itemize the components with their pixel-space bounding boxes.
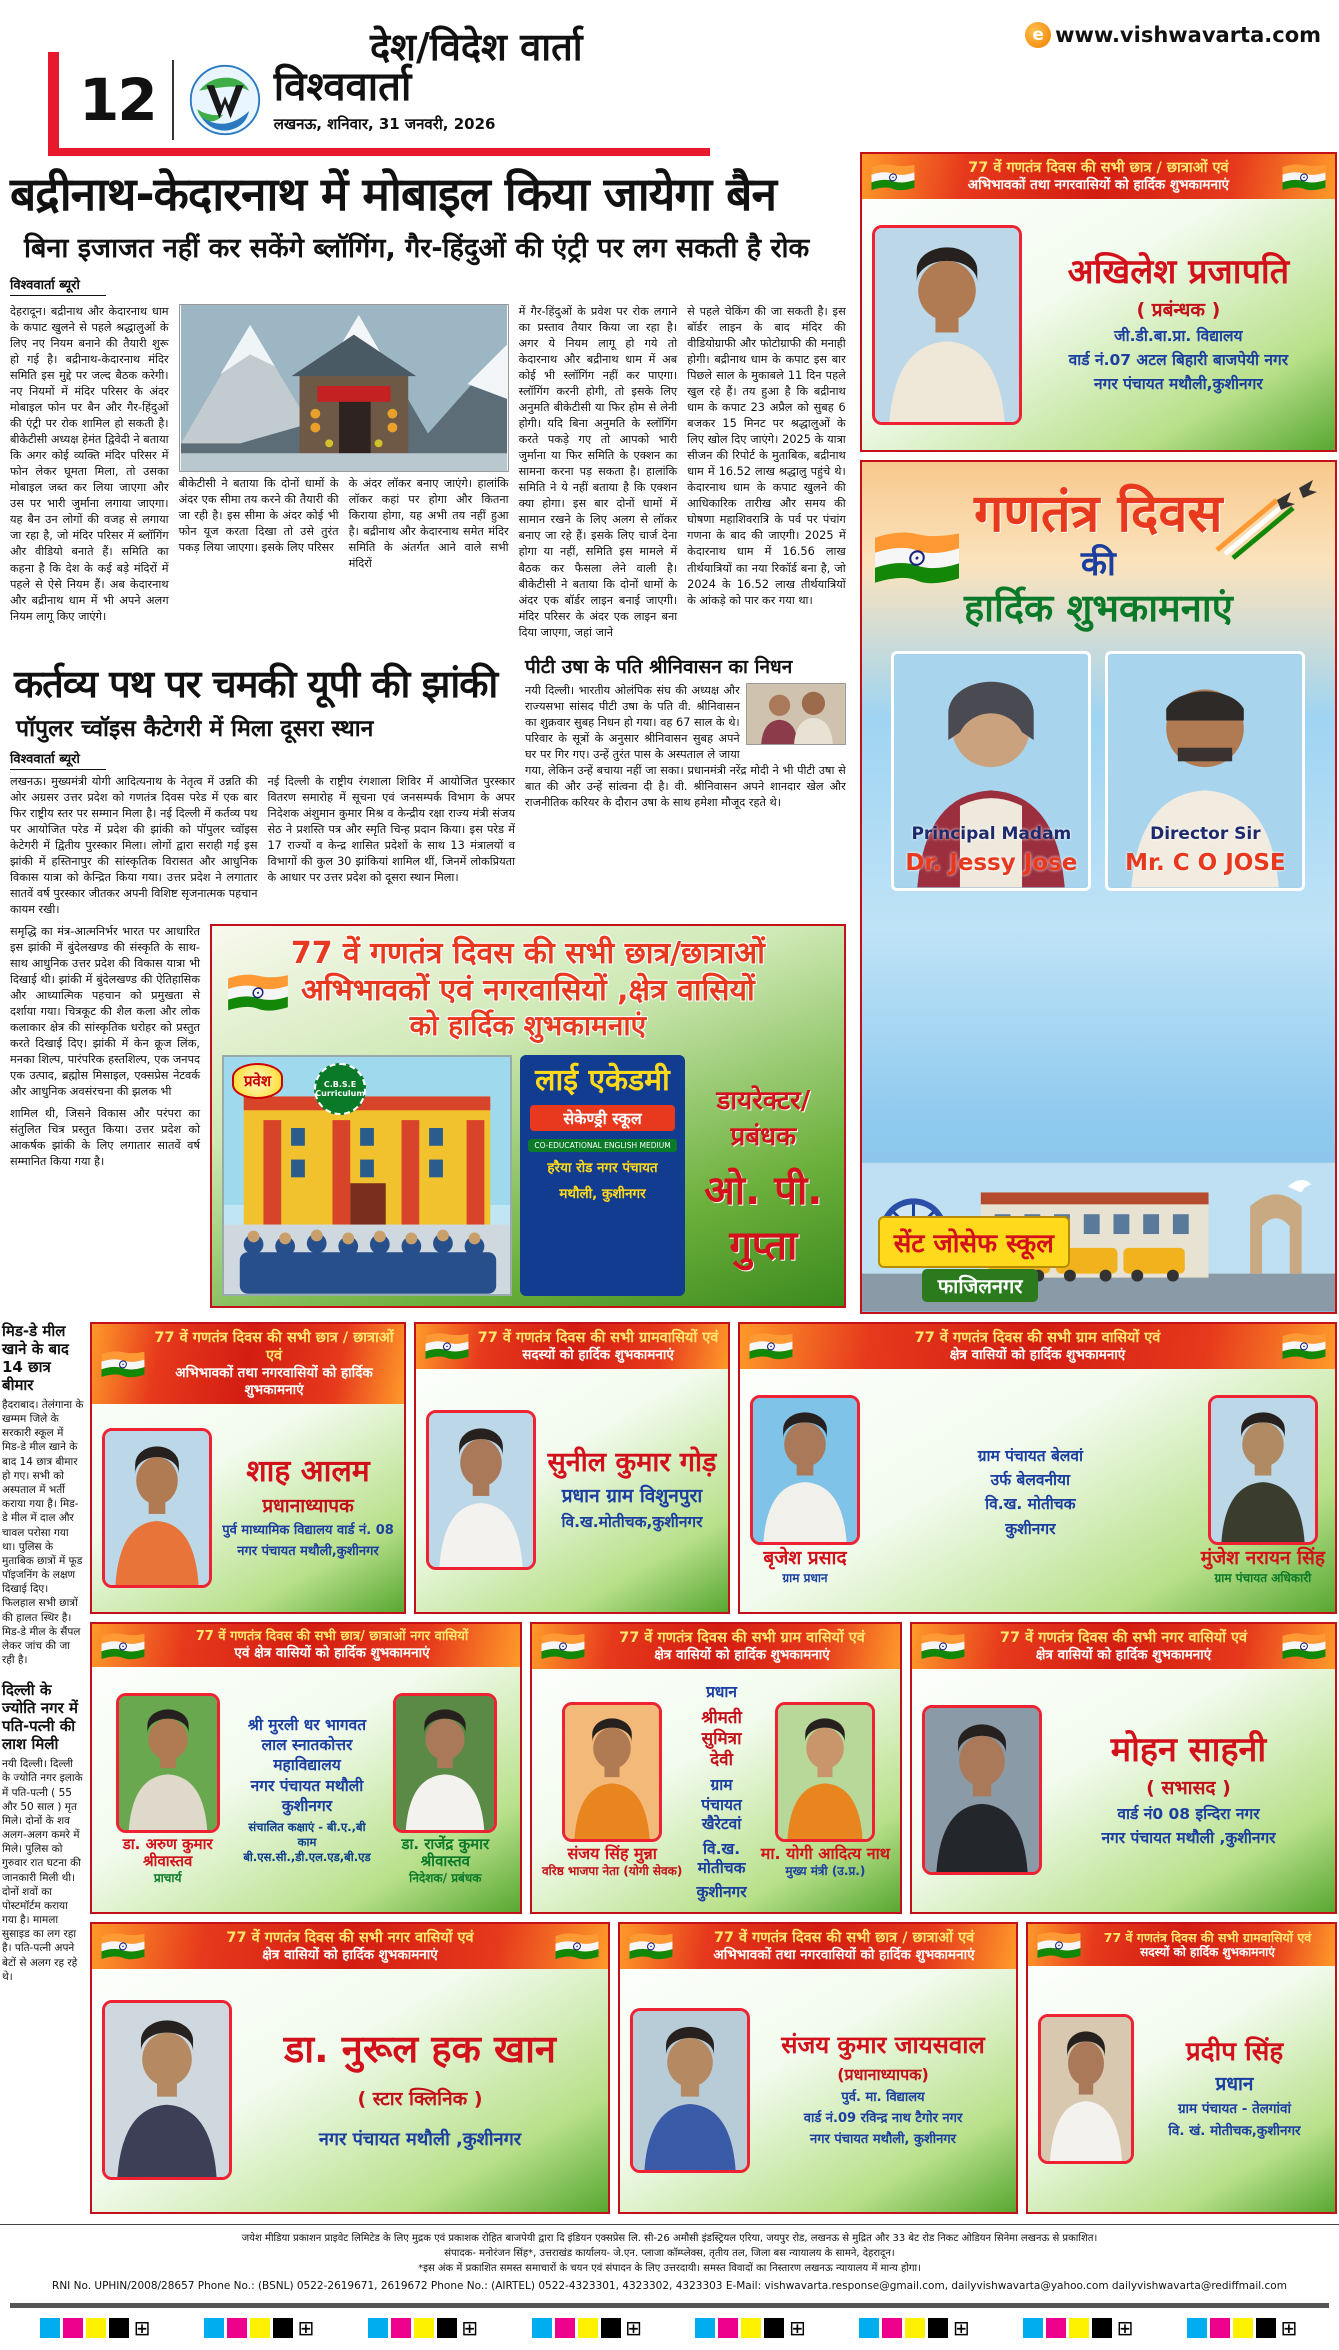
lead-middle-block xyxy=(179,304,509,641)
lai-school-type: CO-EDUCATIONAL ENGLISH MEDIUM xyxy=(528,1139,677,1152)
sanjay-munna-photo xyxy=(562,1702,662,1842)
masthead-title: विश्ववार्ता xyxy=(273,64,412,110)
jyoti-title: दिल्ली के ज्योति नगर में पति-पत्नी की लाश मिली xyxy=(2,1681,78,1754)
jaiswal-line3: नगर पंचायत मथौली, कुशीनगर xyxy=(810,2132,956,2148)
director-photo xyxy=(1105,651,1305,891)
india-flag-icon xyxy=(100,1348,146,1380)
center-line: कुशीनगर xyxy=(1005,1519,1056,1538)
munjesh-role: ग्राम पंचायत अधिकारी xyxy=(1214,1570,1312,1585)
yogi-adityanath-photo xyxy=(775,1702,875,1842)
lai-greeting-line1: 77 वें गणतंत्र दिवस की सभी छात्र/छात्राओं xyxy=(290,935,765,971)
lai-school-name: लाई एकेडमी xyxy=(535,1063,670,1099)
india-flag-icon xyxy=(100,1630,146,1662)
cmyk-mark-icon: ⊞ xyxy=(695,2318,807,2338)
center-line: संचालित कक्षाएं - बी.ए.,बी काम xyxy=(248,1820,366,1849)
yogi-name: मा. योगी आदित्य नाथ xyxy=(760,1843,890,1863)
center-line: ग्राम पंचायत खैरेटवां xyxy=(701,1776,742,1834)
lead-subhead: बिना इजाजत नहीं कर सकेंगे ब्लॉगिंग, गैर-हिंदुओं की एंट्री पर लग सकती है रोक xyxy=(24,233,810,264)
india-flag-icon xyxy=(870,161,916,193)
lai-school-addr1: हरैया रोड नगर पंचायत xyxy=(547,1159,658,1176)
greeting-line2: क्षेत्र वासियों को हार्दिक शुभकामनाएं xyxy=(654,1647,830,1664)
greeting-line2: सदस्यों को हार्दिक शुभकामनाएं xyxy=(522,1347,674,1364)
rajendra-name: डा. राजेंद्र कुमार श्रीवास्तव xyxy=(401,1835,490,1870)
kedarnath-temple-photo xyxy=(179,304,509,472)
greeting-line1: 77 वें गणतंत्र दिवस की सभी ग्रामवासियों एवं xyxy=(1103,1929,1312,1945)
right-ads-zone xyxy=(860,152,1337,1314)
greeting-line2: क्षेत्र वासियों को हार्दिक शुभकामनाएं xyxy=(949,1347,1126,1364)
ad-lai-academy xyxy=(210,924,846,1308)
ad-nurul-haq-khan xyxy=(90,1922,610,2214)
lai-greeting-line3: को हार्दिक शुभकामनाएं xyxy=(409,1009,647,1043)
lai-school-photo xyxy=(222,1055,512,1296)
lai-greeting-line2: अभिभावकों एवं नगरवासियों ,क्षेत्र वासियों xyxy=(300,972,755,1008)
jaiswal-role: (प्रधानाध्यापक) xyxy=(837,2064,929,2084)
divider xyxy=(172,60,174,140)
tableau-tail: समृद्धि का मंत्र-आत्मनिर्भर भारत पर आधारित इस झांकी में बुंदेलखण्ड की संस्कृति के साथ-साथ आधुनिक उत्तर प्रदेश की विकास यात्रा भी दिखाई थी। झांकी में बुंदेलखण्ड की ऐतिहासिक और आध्यात्मिक पहचान को प्रमुखता से दर्शाया गया। चित्रकूट की शैल कला और लोक कलाकार क्षेत्र की सांस्कृतिक धरोहर को प्रस्तुत करते दिखाई दिए। झांकी में केन क्रूज लिंक, मनका शिल्प, पारंपरिक हस्तशिल्प, एक जनपद एक उत्पाद, ब्रह्मोस मिसाइल, एक्सप्रेस नेटवर्क और आधुनिक अवसंरचना की झलक भी xyxy=(10,924,200,1099)
sj-photos xyxy=(862,651,1335,891)
ad-pradeep-singh xyxy=(1026,1922,1337,2214)
lai-greeting xyxy=(212,926,844,1047)
principal-photo xyxy=(891,651,1091,891)
center-line: कुशीनगर xyxy=(281,1797,333,1816)
usha-couple-photo xyxy=(746,683,846,745)
lead-article xyxy=(2,152,854,641)
rajendra-photo xyxy=(393,1693,497,1833)
third-row xyxy=(2,924,854,1314)
ad-murli-dhar-college xyxy=(90,1622,522,1914)
greeting-line2: अभिभावकों तथा नगरवासियों को हार्दिक शुभकामनाएं xyxy=(967,177,1229,194)
pradeep-line1: ग्राम पंचायत - तेलगांवां xyxy=(1177,2101,1292,2118)
usha-headline: पीटी उषा के पति श्रीनिवासन का निधन xyxy=(525,655,793,678)
shah-name: शाह आलम xyxy=(246,1454,370,1490)
tableau-tail-col xyxy=(10,924,200,1308)
brijesh-name: बृजेश प्रसाद xyxy=(763,1547,847,1570)
masthead-title-block xyxy=(274,66,496,134)
section-title: देश/विदेश वार्ता xyxy=(370,25,583,69)
greeting-line2: सदस्यों को हार्दिक शुभकामनाएं xyxy=(1140,1945,1275,1960)
usha-body: नयी दिल्ली। भारतीय ओलंपिक संघ की अध्यक्ष और राज्यसभा सांसद पीटी उषा के पति वी. श्रीनिवासन का शुक्रवार सुबह निधन हो गया। वह 67 साल के थे। परिवार के सूत्रों के अनुसार श्रीनिवासन सुबह अपने घर पर गिर गए। उन्हें तुरंत पास के अस्पताल ले जाया गया, लेकिन उन्हें बचाया नहीं जा सका। प्रधानमंत्री नरेंद्र मोदी ने भी पीटी उषा से बात की और उन्हें सांत्वना दी है। वी. श्रीनिवासन अपने शानदार खेल और राजनीतिक करियर के दौरान उषा के साथ हमेशा मौजूद रहते थे। xyxy=(525,683,846,809)
center-line: कुशीनगर xyxy=(696,1883,747,1902)
center-line: वि.ख. मोतीचक xyxy=(697,1839,746,1877)
website-url: www.vishwavarta.com xyxy=(1055,23,1321,47)
center-line: ग्राम पंचायत बेलवां xyxy=(977,1446,1083,1465)
masthead xyxy=(0,0,1339,152)
sunil-photo xyxy=(426,1410,536,1570)
masthead-red-rule xyxy=(48,148,710,156)
tableau-subhead: पॉपुलर च्वॉइस कैटेगरी में मिला दूसरा स्थान xyxy=(16,715,374,742)
munjesh-name: मुंजेश नरायन सिंह xyxy=(1200,1547,1325,1570)
india-flag-icon xyxy=(748,1330,794,1362)
india-flag-icon xyxy=(1281,1630,1327,1662)
lead-col-4: से पहले चेकिंग की जा सकती है। इस बॉर्डर लाइन के बाद मंदिर की वीडियोग्राफी और फोटोग्राफी की मनाही होगी। बद्रीनाथ धाम के कपाट इस बार पिछले साल के मुकाबले 11 दिन पहले खुल रहे हैं। तय हुआ है कि बद्रीनाथ धाम के कपाट 23 अप्रैल को सुबह 6 बजकर 15 मिनट पर श्रद्धालुओं के लिए खोल दिए जाएंगे। 2025 के यात्रा सीजन की रिपोर्ट के मुताबिक, बद्रीनाथ धाम में 16.52 लाख श्रद्धालु पहुंचे थे। केदारनाथ धाम के कपाट खुलने की आधिकारिक तारीख और समय की घोषणा महाशिवरात्रि के पर्व पर पंचांग गणना के बाद की जाएगी। 2025 में केदारनाथ धाम में 16.56 लाख तीर्थयात्रियों का नया रिकॉर्ड बना है, जो 2024 के 16.52 लाख तीर्थयात्रियों के आंकड़े को पार कर गया था। xyxy=(687,305,846,607)
lai-body xyxy=(212,1047,844,1306)
india-flag-icon xyxy=(1281,1330,1327,1362)
greeting-line2: अभिभावकों तथा नगरवासियों को हार्दिक शुभकामनाएं xyxy=(713,1947,975,1964)
ad-akhilesh-prajapati xyxy=(860,152,1337,452)
center-line: नगर पंचायत मथौली xyxy=(250,1776,364,1795)
greeting-line1: 77 वें गणतंत्र दिवस की सभी नगर वासियों एवं xyxy=(999,1629,1248,1646)
sj-title-wishes: हार्दिक शुभकामनाएं xyxy=(964,586,1233,630)
principal-caption: Principal Madam xyxy=(911,824,1072,844)
tableau-article xyxy=(10,651,515,918)
nurul-name: डा. नुरूल हक खान xyxy=(283,2027,557,2072)
lai-person-role: डायरेक्टर/ प्रबंधक xyxy=(716,1085,811,1152)
second-article-row xyxy=(2,651,854,918)
munjesh-block xyxy=(1201,1395,1325,1586)
website xyxy=(1025,22,1321,48)
lead-col-3: में गैर-हिंदुओं के प्रवेश पर रोक लगाने का प्रस्ताव तैयार किया जा रहा है। अगर ये नियम लागू हो गये तो केदारनाथ और बद्रीनाथ धाम में अब कोई भी स्लॉगिंग नहीं कर पाएगा। स्लॉगिंग करनी होगी, तो इसके लिए अनुमति बीकेटीसी या फिर होम से लेनी होगी। यदि बिना अनुमति के स्लॉगिंग करते पकड़े गए तो आपको भारी जुर्माना या फिर समिति के एक्शन का सामना करना पड़ सकता है। हालांकि समिति ने ये नहीं बताया है कि एक्शन क्या होगा। इस बार दोनों धामों में सामान रखने के लिए अलग से लॉकर बनाए जा रहे हैं। इसके लिए चार्ज देना होगा या नहीं, समिति इस मामले में बैठक कर फैसला लेने वाली है। बीकेटीसी ने बताया कि दोनों धामों के अंदर एक बॉर्डर लाइन बनाई जाएगी। मंदिर परिसर के अंदर एक लाइन बना दिया जाएगा, जहां जाने xyxy=(518,305,678,639)
sunil-line1: वि.ख.मोतीचक,कुशीनगर xyxy=(561,1513,703,1532)
greeting-line2: क्षेत्र वासियों को हार्दिक शुभकामनाएं xyxy=(1035,1647,1212,1664)
page-number: 12 xyxy=(79,66,156,134)
center-line: वि.ख. मोतीचक xyxy=(985,1495,1076,1514)
mohan-line1: वार्ड नं0 08 इन्दिरा नगर xyxy=(1117,1804,1260,1823)
pradeep-role: प्रधान xyxy=(1215,2073,1254,2096)
center-line: महाविद्यालय xyxy=(273,1756,341,1775)
tableau-col-1: लखनऊ। मुख्यमंत्री योगी आदित्यनाथ के नेतृत्व में उन्नति की ओर अग्रसर उत्तर प्रदेश को गणतंत्र दिवस परेड में एक बार फिर राष्ट्रीय स्तर पर सम्मान मिला है। नई दिल्ली में कर्तव्य पथ पर आयोजित परेड में प्रदेश की झांकी को पॉपुलर च्वॉइस केटेगरी में द्वितीय पुरस्कार मिला। लोगों द्वारा सराही गई इस झांकी में हस्तिनापुर की सांस्कृतिक विरासत और आधुनिक विकास यात्रा को केन्द्रित किया गया। उत्तर प्रदेश ने लगातार सातवें वर्ष पुरस्कार जीतकर अपनी विशिष्ट सृजनात्मक पहचान कायम रखी। xyxy=(10,774,258,916)
jyoti-body: नयी दिल्ली। दिल्ली के ज्योति नगर इलाके में पति-पत्नी ( 55 और 50 साल ) मृत मिले। दोनों के शव अलग-अलग कमरे में मिले। पुलिस को गुरुवार रात घटना की जानकारी मिली थी। दोनों शवों का पोस्टमॉर्टम कराया गया है। मामला सुसाइड का लग रहा है। पति-पत्नी अपने बेटों से अलग रह रहे थे। xyxy=(2,1758,83,1983)
usha-article xyxy=(525,651,846,918)
arun-role: प्राचार्य xyxy=(153,1871,182,1886)
india-flag-icon xyxy=(540,1630,586,1662)
shah-photo xyxy=(102,1428,212,1588)
sunil-name: सुनील कुमार गोड़ xyxy=(547,1447,717,1479)
akhilesh-role: ( प्रबंन्धक ) xyxy=(1136,298,1221,321)
bottom-ads-grid xyxy=(90,1322,1337,2214)
sj-bottom-scene xyxy=(862,1162,1335,1312)
sj-title-ki: की xyxy=(1080,544,1116,584)
akhilesh-photo xyxy=(872,225,1022,425)
india-flag-icon xyxy=(920,1630,966,1662)
munjesh-photo xyxy=(1208,1395,1318,1545)
imprint-line2: संपादक- मनोरंजन सिंह*, उत्तराखंड कार्यालय- जे.एन. प्लाजा कॉम्प्लेक्स, तृतीय तल, जिला बस न्यायालय के सामने, देहरादून। xyxy=(444,2247,895,2259)
ad-sanjay-jaiswal xyxy=(618,1922,1018,2214)
tableau-col-2: नई दिल्ली के राष्ट्रीय रंगशाला शिविर में आयोजित पुरस्कार वितरण समारोह में सूचना एवं जनसम्पर्क विभाग के अपर निदेशक अंशुमान कुमार मिश्र व केन्द्रीय रक्षा राज्य मंत्री संजय सेठ ने प्रशस्ति पत्र और स्मृति चिन्ह प्रदान किया। इस परेड में 17 राज्यों व केन्द्र शासित प्रदेशों के साथ 13 मंत्रालयों व विभागों की कुल 30 झांकियां शामिल थीं, जिनमें लोकप्रियता के आधार पर उत्तर प्रदेश को दूसरा स्थान मिला। xyxy=(267,774,515,884)
greeting-line1: 77 वें गणतंत्र दिवस की सभी नगर वासियों एवं xyxy=(226,1929,474,1946)
india-flag-icon xyxy=(1036,1929,1082,1961)
brijesh-block xyxy=(750,1395,860,1586)
shah-role: प्रधानाध्यापक xyxy=(262,1495,354,1518)
mohan-photo xyxy=(922,1705,1042,1875)
vishwavarta-globe-logo xyxy=(188,63,262,137)
midday-body: हैदराबाद। तेलंगाना के खम्मम जिले के सरकारी स्कूल में मिड-डे मील खाने के बाद 14 छात्र बीमार हो गए। सभी को अस्पताल में भर्ती कराया गया है। मिड-डे मील में दाल और चावल परोसा गया था। पुलिस के मुताबिक छात्रों में फूड पॉइजनिंग के लक्षण दिखाई दिए। फिलहाल सभी छात्रों की हालत स्थिर है। मिड-डे मील के सैंपल लेकर जांच की जा रही है। xyxy=(2,1398,84,1667)
center-line: लाल स्नातकोत्तर xyxy=(261,1735,353,1754)
pradeep-photo xyxy=(1038,2014,1134,2164)
imprint-line1: जयेश मीडिया प्रकाशन प्राइवेट लिमिटेड के लिए मुद्रक एवं प्रकाशक रोहित बाजपेयी द्वारा दि इंडियन एक्सप्रेस लि. सी-26 अमौसी इंडस्ट्रियल एरिया, जयपुर रोड, लखनऊ से मुद्रित और 33 बेट रोड निकट ओडियन सिनेमा लखनऊ से प्रकाशित। xyxy=(241,2232,1098,2244)
india-flag-icon xyxy=(100,1930,146,1962)
center-line: उर्फ बेलवनीया xyxy=(990,1471,1071,1490)
greeting-line1: 77 वें गणतंत्र दिवस की सभी ग्राम वासियों एवं xyxy=(914,1329,1161,1346)
midday-article xyxy=(2,1322,84,1667)
lai-school-panel xyxy=(520,1055,685,1296)
india-flag-icon xyxy=(424,1330,470,1362)
masthead-dateline: लखनऊ, शनिवार, 31 जनवरी, 2026 xyxy=(273,115,496,133)
imprint-rni-line: RNI No. UPHIN/2008/28657 Phone No.: (BSNL) 0522-2619671, 2619672 Phone No.: (AIRTEL) 0522-4323301, 4323302, 4323303 E-Mail: vishwavarta.response@gmail.com, dailyvishwavarta@yahoo.com dailyvishwavarta@rediffmail.com xyxy=(52,2279,1287,2292)
cmyk-mark-icon: ⊞ xyxy=(1023,2318,1135,2338)
greeting-line2: अभिभावकों तथा नगरवासियों को हार्दिक शुभकामनाएं xyxy=(175,1365,373,1399)
akhilesh-greeting xyxy=(862,154,1335,199)
akhilesh-name: अखिलेश प्रजापति xyxy=(1067,252,1290,293)
lai-person-block xyxy=(693,1055,834,1296)
akhilesh-line2: वार्ड नं.07 अटल बिहारी बाजपेयी नगर xyxy=(1068,351,1289,369)
lai-admission-badge: प्रवेश xyxy=(232,1063,283,1099)
jyoti-article xyxy=(2,1681,84,1984)
pradeep-name: प्रदीप सिंह xyxy=(1185,2036,1284,2067)
imprint-line3: *इस अंक में प्रकाशित समस्त समाचारों के चयन एवं संपादन के लिए उत्तरदायी। समस्त विवादों का निस्तारण लखनऊ न्यायालय में मान्य होगा। xyxy=(418,2262,921,2274)
sj-title: गणतंत्र दिवस xyxy=(974,484,1223,544)
jets-flypast-icon xyxy=(1207,470,1327,560)
india-flag-icon xyxy=(1281,161,1327,193)
greeting-line1: 77 वें गणतंत्र दिवस की सभी छात्र / छात्राओं एवं xyxy=(713,1929,975,1946)
lai-cbse-badge: C.B.S.E Curriculum xyxy=(314,1063,366,1115)
lead-under-photo-cols xyxy=(179,476,509,572)
ad-row-3 xyxy=(90,1922,1337,2214)
greeting-line2: क्षेत्र वासियों को हार्दिक शुभकामनाएं xyxy=(262,1947,438,1964)
greeting-line1: 77 वें गणतंत्र दिवस की सभी छात्र / छात्राओं एवं xyxy=(968,160,1229,176)
jaiswal-photo xyxy=(630,2008,750,2173)
india-flag-icon xyxy=(628,1930,674,1962)
lai-school-addr2: मथौली, कुशीनगर xyxy=(559,1186,646,1203)
center-line: बी.एस.सी.,डी.एल.एड,बी.एड xyxy=(243,1850,371,1865)
pradeep-line2: वि. खं. मोतीचक,कुशीनगर xyxy=(1168,2123,1301,2140)
nurul-line1: नगर पंचायत मथौली ,कुशीनगर xyxy=(318,2129,522,2151)
left-article-zone xyxy=(2,152,854,1314)
lai-school-sub: सेकेण्ड्री स्कूल xyxy=(530,1105,675,1131)
imprint-footer xyxy=(0,2224,1339,2350)
sj-school-place: फाजिलनगर xyxy=(922,1269,1039,1302)
ad-st-joseph-school xyxy=(860,460,1337,1314)
cmyk-mark-icon: ⊞ xyxy=(532,2318,644,2338)
shah-line1: पुर्व माध्यामिक विद्यालय वार्ड नं. 08 xyxy=(222,1523,394,1539)
rajendra-role: निदेशक/ प्रबंधक xyxy=(409,1871,482,1886)
lead-col-1: देहरादून। बद्रीनाथ और केदारनाथ धाम के कपाट खुलने से पहले श्रद्धालुओं के लिए नए नियम बनाने की तैयारी शुरू हो गई है। बद्रीनाथ-केदारनाथ मंदिर समिति इस मुद्दे पर जल्द बैठक करेगी। नए नियमों में मंदिर परिसर के अंदर मोबाइल फोन पर बैन और गैर-हिंदुओं की एंट्री पर रोक शामिल हो सकती है। बीकेटीसी अध्यक्ष हेमंत द्विवेदी ने बताया कि अगर कोई व्यक्ति मंदिर परिसर में फोन लेकर घूमता मिला, तो उसका मोबाइल जब्त कर लिया जाएगा और उस पर भारी जुर्माना लगाया जाएगा। यह बैन उन लोगों की वजह से लगाया जा रहा है, जो मंदिर परिसर में ब्लॉगिंग और वीडियो बनाते हैं। समिति का कहना है कि देश के कई बड़े मंदिरों में पहले से ऐसे नियम हैं। अब केदारनाथ और बद्रीनाथ धाम में भी अपने अलग नियम लागू किए जाएंगे। xyxy=(10,305,169,623)
bottom-section xyxy=(0,1314,1339,2214)
director-caption: Director Sir xyxy=(1150,824,1261,844)
sj-school-name: सेंट जोसेफ स्कूल xyxy=(878,1216,1070,1268)
lead-col-2a: बीकेटीसी ने बताया कि दोनों धामों के अंदर एक सीमा तय करने की तैयारी की जा रही है। इस सीमा के अंदर कोई भी फोन यूज करता दिखा तो उसे तुरंत पकड़ लिया जाएगा। इसके लिए परिसर xyxy=(178,477,339,555)
brijesh-role: ग्राम प्रधान xyxy=(782,1570,828,1585)
akhilesh-line1: जी.डी.बा.प्रा. विद्यालय xyxy=(1114,326,1243,345)
jaiswal-line1: पुर्व. मा. विद्यालय xyxy=(841,2089,925,2105)
india-flag-icon xyxy=(872,526,962,586)
mohan-role: ( सभासद ) xyxy=(1146,1776,1231,1799)
cmyk-mark-icon: ⊞ xyxy=(1187,2318,1299,2338)
tableau-tail-2: शामिल थी, जिसने विकास और परंपरा का संतुलित चित्र प्रस्तुत किया। उत्तर प्रदेश को आकर्षक झांकी के लिए लगातार सातवें वर्ष सम्मानित किया गया है। xyxy=(10,1107,200,1169)
ad-row-1 xyxy=(90,1322,1337,1614)
e-badge-icon: e xyxy=(1025,22,1051,48)
ad-mohan-sahani xyxy=(910,1622,1337,1914)
greeting-line1: 77 वें गणतंत्र दिवस की सभी ग्रामवासियों एवं xyxy=(477,1329,719,1346)
press-rule xyxy=(10,2303,1329,2308)
main-content-row xyxy=(0,152,1339,1314)
ad-brijesh-prasad xyxy=(738,1322,1337,1614)
cmyk-mark-icon: ⊞ xyxy=(368,2318,480,2338)
tableau-byline: विश्ववार्ता ब्यूरो xyxy=(10,749,106,770)
cmyk-registration-marks xyxy=(10,2315,1329,2350)
sanjay-munna-name: संजय सिंह मुन्ना xyxy=(567,1843,657,1863)
ad-sunil-kumar-god xyxy=(414,1322,730,1614)
ad-row-2 xyxy=(90,1622,1337,1914)
tableau-headline: कर्तव्य पथ पर चमकी यूपी की झांकी xyxy=(14,661,498,706)
ad-shah-alam xyxy=(90,1322,406,1614)
brijesh-center xyxy=(870,1442,1191,1540)
shah-line2: नगर पंचायत मथौली,कुशीनगर xyxy=(237,1544,379,1560)
cmyk-mark-icon: ⊞ xyxy=(204,2318,316,2338)
arun-name: डा. अरुण कुमार श्रीवास्तव xyxy=(122,1835,213,1870)
greeting-line1: 77 वें गणतंत्र दिवस की सभी ग्राम वासियों एवं xyxy=(619,1629,865,1646)
mohan-name: मोहन साहनी xyxy=(1110,1730,1267,1771)
lai-person-name: ओ. पी. गुप्ता xyxy=(704,1167,823,1269)
cmyk-mark-icon: ⊞ xyxy=(859,2318,971,2338)
brijesh-photo xyxy=(750,1395,860,1545)
ad-sumitra-devi xyxy=(530,1622,902,1914)
midday-title: मिड-डे मील खाने के बाद 14 छात्र बीमार xyxy=(2,1321,69,1394)
india-flag-icon xyxy=(226,970,290,1014)
greeting-line2: एवं क्षेत्र वासियों को हार्दिक शुभकामनाएं xyxy=(234,1645,430,1662)
jaiswal-name: संजय कुमार जायसवाल xyxy=(781,2031,985,2060)
mohan-line2: नगर पंचायत मथौली ,कुशीनगर xyxy=(1101,1829,1276,1848)
akhilesh-line3: नगर पंचायत मथौली,कुशीनगर xyxy=(1094,375,1263,394)
lead-headline: बद्रीनाथ-केदारनाथ में मोबाइल किया जायेगा बैन xyxy=(10,167,776,221)
sanjay-munna-role: वरिष्ठ भाजपा नेता (योगी सेवक) xyxy=(542,1864,683,1879)
nurul-photo xyxy=(102,2000,232,2180)
director-name: Mr. C O JOSE xyxy=(1125,850,1286,876)
nurul-role: ( स्टार क्लिनिक ) xyxy=(357,2088,483,2111)
jaiswal-line2: वार्ड नं.09 रविन्द्र नाथ टैगोर नगर xyxy=(803,2111,963,2127)
lead-columns xyxy=(2,300,854,641)
lead-col-2b: के अंदर लॉकर बनाए जाएंगे। हालांकि लॉकर कहां पर होगा और कितना किराया होगा, यह अभी तय नहीं हुआ है। बद्रीनाथ और केदारनाथ समेत मंदिर समिति के अंतर्गत आने वाले सभी मंदिरों xyxy=(348,477,509,571)
center-line: प्रधान xyxy=(706,1683,738,1702)
greeting-line1: 77 वें गणतंत्र दिवस की सभी छात्र/ छात्राओं नगर वासियों xyxy=(195,1628,469,1644)
left-news-rail xyxy=(2,1322,84,2214)
greeting-line1: 77 वें गणतंत्र दिवस की सभी छात्र / छात्राओं एवं xyxy=(154,1329,394,1365)
sunil-role: प्रधान ग्राम विशुनपुरा xyxy=(561,1485,703,1508)
lead-byline: विश्ववार्ता ब्यूरो xyxy=(10,275,106,296)
cmyk-mark-icon: ⊞ xyxy=(40,2318,152,2338)
india-flag-icon xyxy=(554,1930,600,1962)
yogi-role: मुख्य मंत्री (उ.प्र.) xyxy=(785,1864,866,1879)
arun-photo xyxy=(116,1693,220,1833)
center-line: श्रीमती सुमित्रा देवी xyxy=(701,1707,742,1771)
center-line: श्री मुरली धर भागवत xyxy=(247,1715,367,1734)
principal-name: Dr. Jessy Jose xyxy=(905,850,1078,876)
